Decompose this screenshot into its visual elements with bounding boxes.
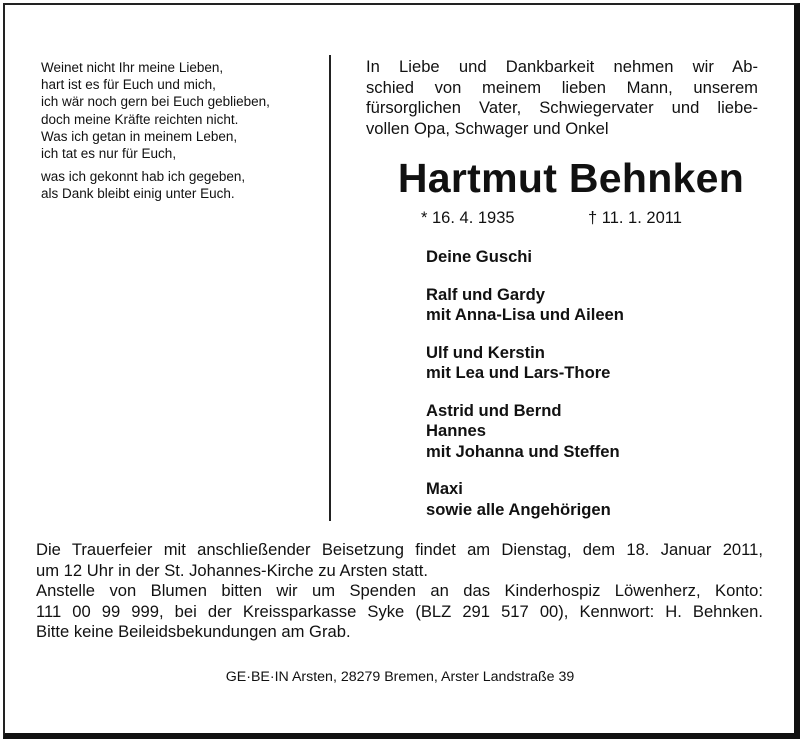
- birth-date: * 16. 4. 1935: [421, 209, 515, 227]
- mourner-line: Astrid und Bernd: [426, 400, 562, 420]
- mourner-line: mit Johanna und Steffen: [426, 441, 620, 461]
- notices: [36, 540, 763, 643]
- mourner-group: [426, 285, 624, 326]
- mourner-line: Hannes: [426, 421, 486, 440]
- poem-line: doch meine Kräfte reichten nicht.: [41, 111, 239, 127]
- intro-text: [366, 57, 758, 139]
- mourner-line: Maxi: [426, 479, 463, 498]
- funeral-home-address: GE·BE·IN Arsten, 28279 Bremen, Arster Landstraße 39: [225, 669, 575, 685]
- mourner-group: [426, 479, 624, 520]
- mourner-group: [426, 343, 624, 384]
- notice-line: 111 00 99 999, bei der Kreissparkasse Syke (BLZ 291 517 00), Kennwort: H. Behnken.: [36, 601, 763, 621]
- condolence-notice: [36, 622, 763, 643]
- mourner-line: Ulf und Kerstin: [426, 342, 545, 362]
- notice-line: Bitte keine Beileidsbekundungen am Grab.: [36, 622, 351, 641]
- intro-line: fürsorglichen Vater, Schwiegervater und liebe-: [366, 98, 758, 117]
- poem: [41, 59, 321, 209]
- mourner-group: [426, 401, 624, 463]
- donation-notice: [36, 581, 763, 622]
- mourner-line: sowie alle Angehörigen: [426, 499, 611, 519]
- mourner-line: mit Lea und Lars-Thore: [426, 363, 611, 382]
- poem-line: ich tat es nur für Euch,: [41, 146, 177, 162]
- poem-line: was ich gekonnt hab ich gegeben,: [41, 169, 246, 185]
- poem-line: Weinet nicht Ihr meine Lieben,: [41, 60, 224, 75]
- intro-line: In Liebe und Dankbarkeit nehmen wir Ab-: [366, 57, 758, 76]
- poem-line: ich wär noch gern bei Euch geblieben,: [41, 94, 270, 110]
- poem-line: Was ich getan in meinem Leben,: [41, 128, 238, 144]
- poem-line: hart ist es für Euch und mich,: [41, 77, 216, 93]
- notice-line: um 12 Uhr in der St. Johannes-Kirche zu Arsten statt.: [36, 560, 428, 580]
- life-dates: [421, 209, 682, 228]
- funeral-notice: [36, 540, 763, 581]
- intro-line: schied von meinem lieben Mann, unserem: [366, 77, 758, 97]
- mourner-line: Deine Guschi: [426, 247, 533, 266]
- death-date: † 11. 1. 2011: [588, 209, 682, 227]
- mourner-group: [426, 247, 624, 268]
- column-divider: [329, 55, 331, 521]
- poem-stanza: [41, 168, 321, 202]
- mourner-line: mit Anna-Lisa und Aileen: [426, 305, 624, 324]
- poem-line: als Dank bleibt einig unter Euch.: [41, 186, 235, 202]
- notice-line: Anstelle von Blumen bitten wir um Spenden an das Kinderhospiz Löwenherz, Konto:: [36, 581, 763, 600]
- intro-line: vollen Opa, Schwager und Onkel: [366, 118, 609, 138]
- notice-line: Die Trauerfeier mit anschließender Beisetzung findet am Dienstag, dem 18. Januar 2011,: [36, 540, 763, 559]
- mourner-line: Ralf und Gardy: [426, 284, 545, 304]
- poem-stanza: [41, 59, 321, 162]
- deceased-name: Hartmut Behnken: [397, 155, 745, 201]
- mourners-list: [426, 247, 624, 537]
